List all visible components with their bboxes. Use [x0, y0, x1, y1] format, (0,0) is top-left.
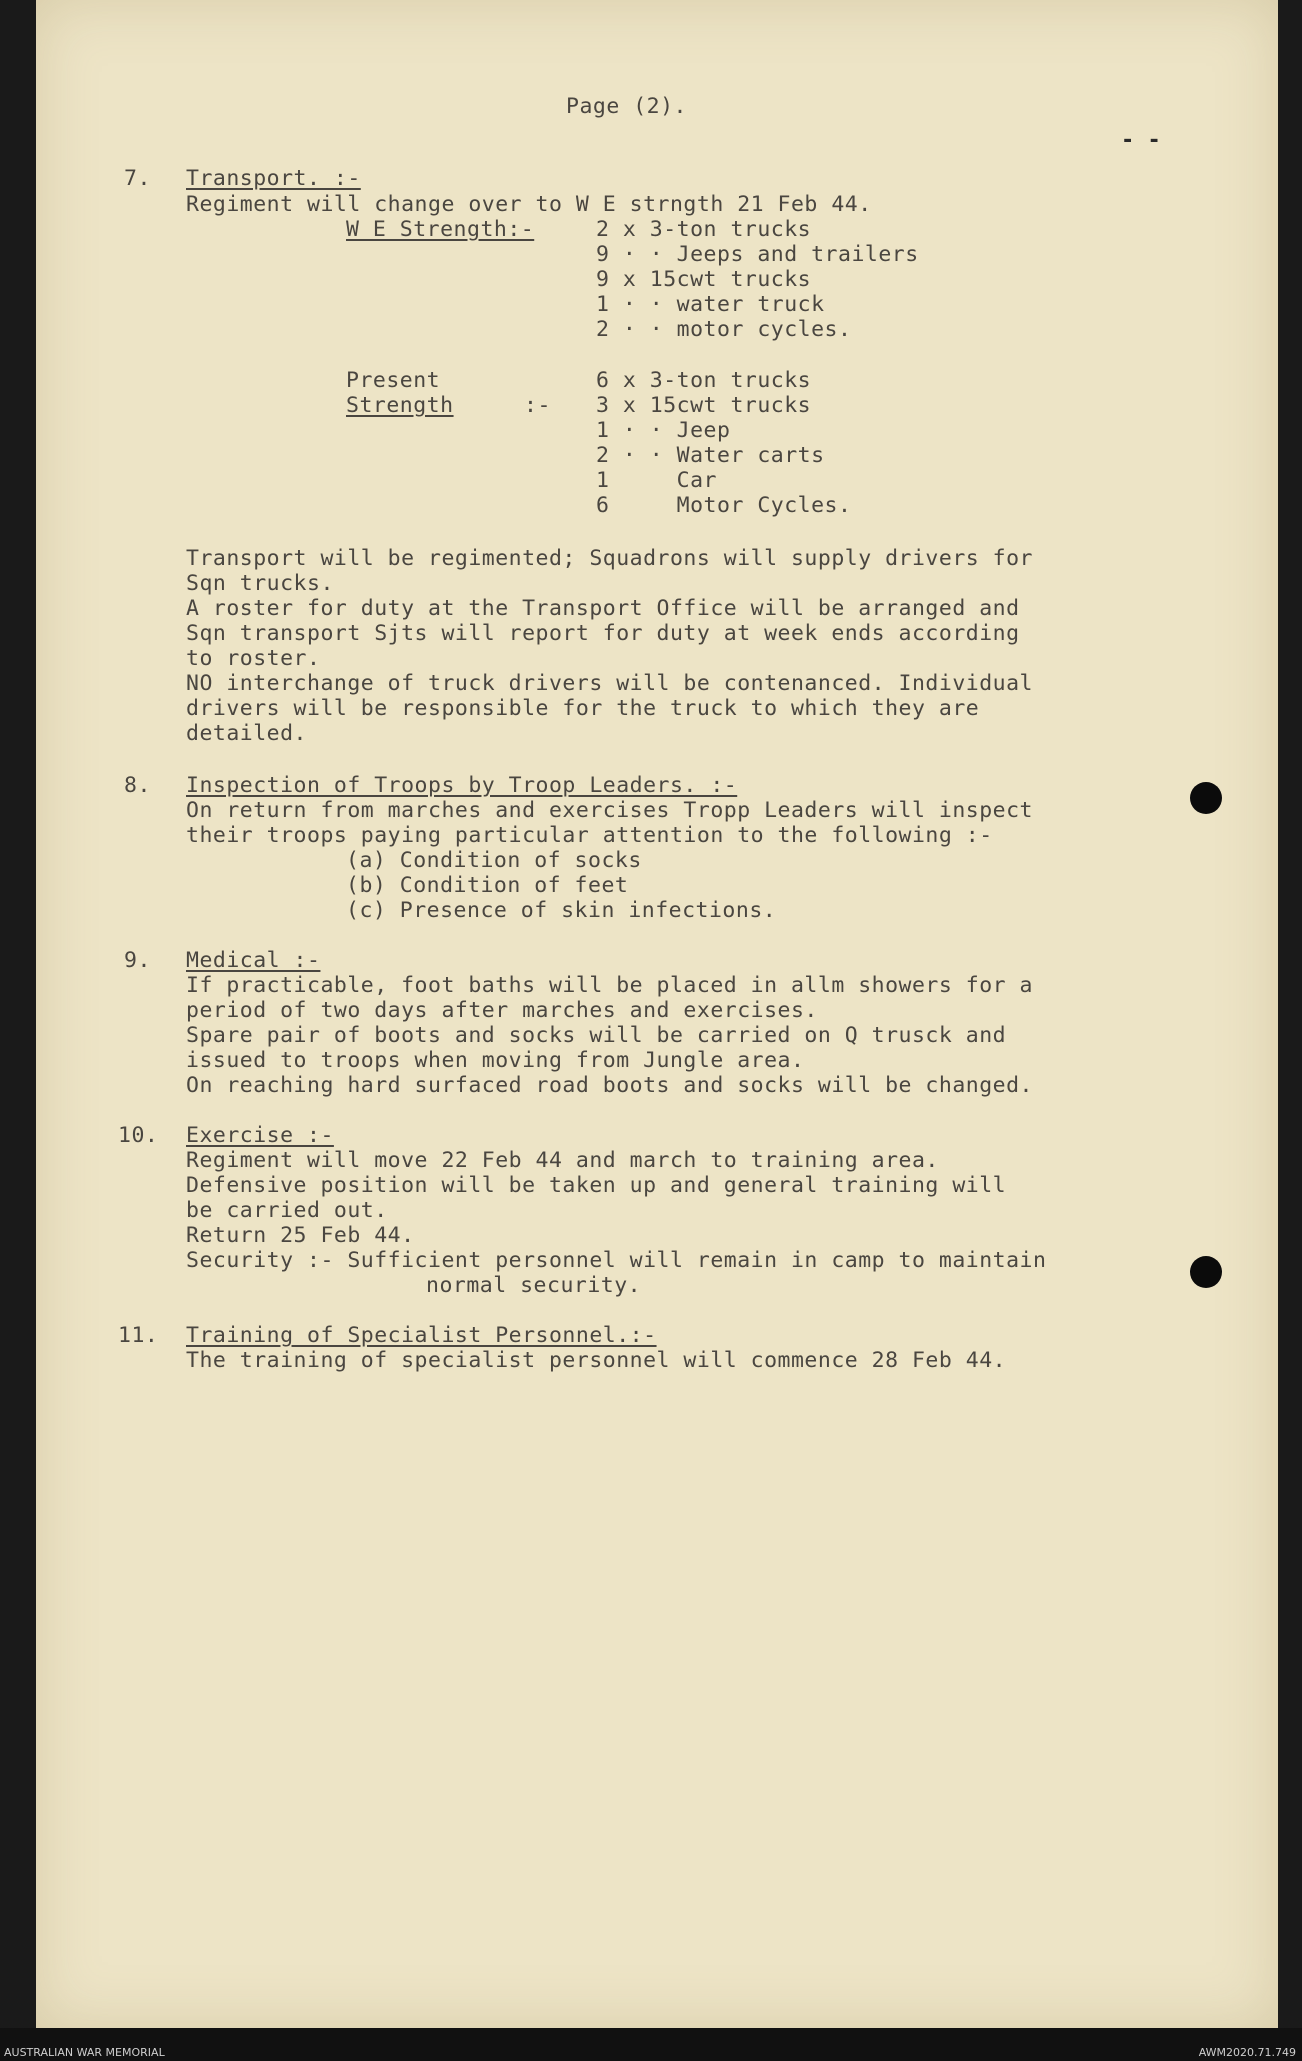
- section-8-body-line: their troops paying particular attention to the following :-: [186, 823, 993, 848]
- section-7-body-line: detailed.: [186, 721, 307, 746]
- we-item: 9 x 15cwt trucks: [596, 267, 812, 292]
- section-7-body-line: NO interchange of truck drivers will be contenanced. Individual: [186, 671, 1033, 696]
- present-item: 6 x 3-ton trucks: [596, 368, 812, 393]
- present-item: 1 · · Jeep: [596, 418, 731, 443]
- document-page: [36, 0, 1278, 2028]
- section-7-body-line: to roster.: [186, 646, 321, 671]
- section-10-body-line: Regiment will move 22 Feb 44 and march to training area.: [186, 1148, 939, 1173]
- section-9-body-line: period of two days after marches and exercises.: [186, 998, 818, 1023]
- punch-hole: [1190, 1256, 1222, 1288]
- we-item: 1 · · water truck: [596, 292, 825, 317]
- section-9-body-line: If practicable, foot baths will be placed in allm showers for a: [186, 973, 1033, 998]
- footer-source: AUSTRALIAN WAR MEMORIAL: [4, 2046, 165, 2059]
- section-8-item: (b) Condition of feet: [346, 873, 629, 898]
- section-11-number: 11.: [118, 1323, 159, 1348]
- we-item: 2 · · motor cycles.: [596, 317, 852, 342]
- section-10-body-line: be carried out.: [186, 1198, 388, 1223]
- corner-mark: - -: [1121, 128, 1161, 153]
- section-7-body-line: Sqn trucks.: [186, 571, 334, 596]
- present-item: 3 x 15cwt trucks: [596, 393, 812, 418]
- section-7-title: Transport. :-: [186, 166, 361, 191]
- section-9-body-line: Spare pair of boots and socks will be carried on Q trusck and: [186, 1023, 1007, 1048]
- section-11-title: Training of Specialist Personnel.:-: [186, 1323, 657, 1348]
- footer-reference: AWM2020.71.749: [1198, 2046, 1296, 2059]
- section-7-number: 7.: [124, 166, 151, 191]
- present-item: 6 Motor Cycles.: [596, 493, 852, 518]
- present-label: Present: [346, 368, 441, 393]
- section-9-number: 9.: [124, 948, 151, 973]
- section-8-body-line: On return from marches and exercises Tropp Leaders will inspect: [186, 798, 1033, 823]
- section-10-body-line: Return 25 Feb 44.: [186, 1223, 415, 1248]
- section-9-title: Medical :-: [186, 948, 321, 973]
- section-8-title: Inspection of Troops by Troop Leaders. :-: [186, 773, 738, 798]
- security-line: Security :- Sufficient personnel will remain in camp to maintain: [186, 1248, 1047, 1273]
- section-10-title: Exercise :-: [186, 1123, 334, 1148]
- section-10-number: 10.: [118, 1123, 159, 1148]
- present-item: 1 Car: [596, 468, 717, 493]
- section-7-body-line: A roster for duty at the Transport Office will be arranged and: [186, 596, 1020, 621]
- punch-hole: [1190, 782, 1222, 814]
- footer-bar: [0, 2028, 1302, 2061]
- section-9-body-line: On reaching hard surfaced road boots and socks will be changed.: [186, 1073, 1033, 1098]
- present-colon: :-: [524, 393, 551, 418]
- page-header: Page (2).: [566, 94, 687, 119]
- section-7-body-line: Sqn transport Sjts will report for duty at week ends according: [186, 621, 1020, 646]
- section-8-item: (c) Presence of skin infections.: [346, 898, 777, 923]
- section-10-body-line: Defensive position will be taken up and general training will: [186, 1173, 1007, 1198]
- section-8-item: (a) Condition of socks: [346, 848, 642, 873]
- section-9-body-line: issued to troops when moving from Jungle area.: [186, 1048, 805, 1073]
- section-7-intro: Regiment will change over to W E strngth 21 Feb 44.: [186, 192, 872, 217]
- section-7-body-line: Transport will be regimented; Squadrons will supply drivers for: [186, 546, 1033, 571]
- section-11-body-line: The training of specialist personnel will commence 28 Feb 44.: [186, 1348, 1007, 1373]
- we-strength-label: W E Strength:-: [346, 217, 535, 242]
- security-line: normal security.: [426, 1273, 642, 1298]
- we-item: 2 x 3-ton trucks: [596, 217, 812, 242]
- we-item: 9 · · Jeeps and trailers: [596, 242, 919, 267]
- present-item: 2 · · Water carts: [596, 443, 825, 468]
- section-7-body-line: drivers will be responsible for the truck to which they are: [186, 696, 980, 721]
- section-8-number: 8.: [124, 773, 151, 798]
- strength-label: Strength: [346, 393, 454, 418]
